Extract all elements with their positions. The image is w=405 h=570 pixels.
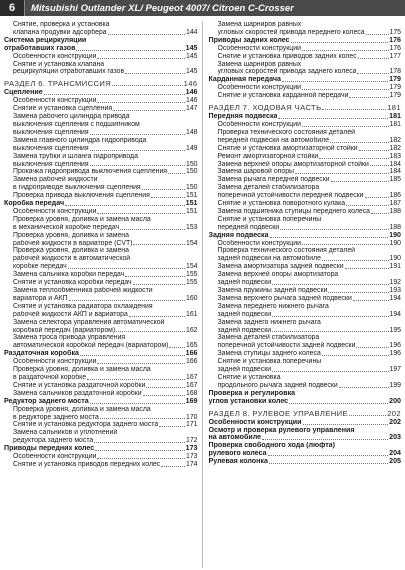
toc-entry: Снятие и установка приводов передних колес 174 [13, 460, 198, 468]
toc-entry: Замена шаровой опоры 184 [217, 168, 401, 176]
toc-line: Замена верхней опоры амортизатора [217, 271, 339, 279]
toc-entry: Снятие и установка коробки передач 155 [13, 279, 198, 287]
toc-section: Коробка передач 151 [4, 199, 198, 208]
page-header [0, 0, 405, 16]
toc-section: отработавших газов 145 [4, 43, 198, 52]
toc-entry: Снятие и установка поворотного кулака 187 [217, 200, 401, 208]
toc-entry: Замена ступицы заднего колеса 196 [217, 350, 401, 358]
toc-entry: выключения сцепления 150 [13, 160, 198, 168]
toc-line: Замена рабочей жидкости [13, 176, 98, 184]
chapter-heading: РАЗДЕЛ 8. РУЛЕВОЕ УПРАВЛЕНИЕ 202 [208, 408, 401, 418]
toc-entry: задней подвески 192 [217, 279, 401, 287]
toc-entry: Замена подшипника ступицы переднего колеса 188 [217, 207, 401, 215]
toc-line: Снятие и установка поперечины [217, 215, 322, 223]
toc-line: Замена сальников и уплотнений [13, 429, 118, 437]
toc-entry: поперечной устойчивости передней подвески 186 [217, 192, 401, 200]
chapter-heading: РАЗДЕЛ 6. ТРАНСМИССИЯ 146 [4, 79, 198, 89]
toc-entry: Замена сальников раздаточной коробки 168 [13, 389, 198, 397]
toc-line: Проверка уровня, доливка и замена масла [13, 366, 151, 374]
toc-entry: Снятие и установка раздаточной коробки 167 [13, 381, 198, 389]
toc-entry: передней подвески на автомобиле 182 [217, 136, 401, 144]
toc-entry: Снятие и установка редуктора заднего моста 171 [13, 421, 198, 429]
toc-line: Проверка технического состояния деталей [217, 247, 356, 255]
toc-line: Проверка уровня, доливка и замена масла [13, 405, 151, 413]
toc-section: Осмотр и проверка рулевого управления [208, 426, 355, 434]
toc-entry: выключения сцепления 148 [13, 128, 198, 136]
toc-section: Передняя подвеска 181 [208, 112, 401, 121]
toc-entry: Особенности конструкции 151 [13, 207, 198, 215]
toc-section: Приводы задних колес 176 [208, 35, 401, 44]
toc-line: Замена теплообменника рабочей жидкости [13, 287, 153, 294]
toc-entry: угловых скоростей привода заднего колеса 178 [217, 68, 401, 76]
toc-entry: Снятие и установка приводов задних колес 177 [217, 52, 401, 60]
toc-line: Замена заднего нижнего рычага [217, 318, 321, 326]
toc-entry: Особенности конструкции 179 [217, 84, 401, 92]
toc-entry: редуктора заднего моста 172 [13, 437, 198, 445]
toc-entry: Замена пружины задней подвески 193 [217, 287, 401, 294]
toc-section: рулевого колеса 204 [208, 449, 401, 458]
toc-entry: Особенности конструкции 166 [13, 358, 198, 366]
toc-entry: задней подвески на автомобиле 190 [217, 255, 401, 263]
toc-entry: Замена амортизатора задней подвески 191 [217, 263, 401, 271]
toc-section: углов установки колес 200 [208, 396, 401, 405]
toc-section: Редуктор заднего моста 169 [4, 396, 198, 405]
toc-line: Замена шарниров равных [217, 21, 302, 28]
toc-entry: в раздаточной коробке 167 [13, 373, 198, 381]
toc-entry: угловых скоростей привода переднего колеса 175 [217, 28, 401, 36]
toc-entry: Особенности конструкции 176 [217, 44, 401, 52]
toc-entry: Проверка привода выключения сцепления 151 [13, 192, 198, 200]
toc-section: Особенности конструкции 202 [208, 417, 401, 426]
toc-entry: Снятие и установка амортизаторной стойки 182 [217, 144, 401, 152]
toc-entry: передней подвески 188 [217, 223, 401, 231]
toc-entry: Ремонт амортизаторной стойки 183 [217, 152, 401, 160]
toc-line: Снятие и установка [217, 373, 281, 381]
toc-section: на автомобиле 203 [208, 433, 401, 442]
toc-entry: коробкой передач (вариатором) 162 [13, 326, 198, 334]
toc-line: Замена переднего нижнего рычага [217, 302, 329, 310]
chapter-heading: РАЗДЕЛ 7. ХОДОВАЯ ЧАСТЬ 181 [208, 103, 401, 113]
toc-line: Снятие и установка поперечины [217, 358, 322, 366]
toc-entry: рабочей жидкости АКП и вариатора 161 [13, 310, 198, 318]
toc-entry: Замена рычага передней подвески 185 [217, 176, 401, 184]
toc-line: Замена троса привода управления [13, 334, 126, 342]
toc-entry: Замена верхней опоры амортизаторной стойки 184 [217, 160, 401, 168]
toc-line: Замена деталей стабилизатора [217, 184, 320, 192]
toc-entry: Прокачка гидропривода выключения сцепления 150 [13, 168, 198, 176]
toc-entry: коробке передач 154 [13, 263, 198, 271]
toc-section: Сцепление 146 [4, 88, 198, 97]
toc-section: Карданная передача 179 [208, 75, 401, 84]
toc-section: Раздаточная коробка 166 [4, 349, 198, 358]
toc-section: Задняя подвеска 190 [208, 230, 401, 239]
toc-entry: рециркуляции отработавших газов 145 [13, 68, 198, 76]
toc-right-column [203, 21, 402, 568]
toc-line: Проверка технического состояния деталей [217, 128, 356, 136]
toc-entry: поперечной устойчивости задней подвески 196 [217, 342, 401, 350]
toc-section: Проверка и регулировка [208, 389, 296, 397]
running-title: Mitsubishi Outlander XL/ Peugeot 4007/ Citroen C-Crosser [31, 2, 294, 14]
toc-entry: автоматической коробкой передач (вариатором) 165 [13, 342, 198, 350]
toc-entry: рабочей жидкости в вариаторе (CVT) 154 [13, 239, 198, 247]
toc-line: Замена главного цилиндра гидропривода [13, 136, 147, 144]
toc-entry: Замена верхнего рычага задней подвески 194 [217, 294, 401, 302]
toc-entry: вариатора и АКП 160 [13, 294, 198, 302]
toc-entry: Особенности конструкции 145 [13, 52, 198, 60]
toc-line: Замена селектора управления автоматической [13, 318, 165, 326]
toc-entry: задней подвески 197 [217, 366, 401, 374]
toc-entry: задней подвески 194 [217, 310, 401, 318]
toc-line: Проверка уровня, доливка и замена [13, 247, 129, 255]
toc-entry: Особенности конструкции 146 [13, 97, 198, 105]
toc-entry: продольного рычага задней подвески 199 [217, 381, 401, 389]
toc-entry: Снятие и установка карданной передачи 179 [217, 92, 401, 100]
page-number: 6 [0, 0, 25, 16]
toc-line: Проверка уровня, доливка и замена [13, 231, 129, 239]
toc-entry: Особенности конструкции 173 [13, 453, 198, 461]
toc-left-column [4, 21, 203, 568]
toc-line: выключения сцепления с подшипником [13, 120, 140, 128]
toc-line: Снятие и установка радиатора охлаждения [13, 302, 153, 310]
toc-line: Замена рабочего цилиндра привода [13, 113, 130, 121]
toc-line: Замена шарниров равных [217, 60, 302, 68]
toc-line: Снятие, проверка и установка [13, 21, 110, 28]
toc-entry: выключения сцепления 149 [13, 144, 198, 152]
toc-section: Рулевая колонка 205 [208, 457, 401, 466]
toc-entry: Замена сальника коробки передач 155 [13, 271, 198, 279]
toc-line: Замена трубки и шланга гидропривода [13, 152, 138, 160]
toc-section: Система рециркуляции [4, 36, 87, 44]
toc-section: Проверка свободного хода (люфта) [208, 442, 335, 450]
toc-entry: в механической коробке передач 153 [13, 223, 198, 231]
toc-entry: клапана продувки адсорбера 144 [13, 28, 198, 36]
toc-line: Замена деталей стабилизатора [217, 334, 320, 342]
toc-entry: в гидроприводе выключения сцепления 150 [13, 184, 198, 192]
toc-entry: Снятие и установка сцепления 147 [13, 105, 198, 113]
toc-entry: Особенности конструкции 181 [217, 120, 401, 128]
toc-line: Проверка уровня, доливка и замена масла [13, 215, 151, 223]
toc-line: Снятие и установка клапана [13, 60, 105, 68]
toc-section: Приводы передних колес 173 [4, 444, 198, 453]
toc-entry: в редукторе заднего моста 170 [13, 413, 198, 421]
toc-line: рабочей жидкости в автоматической [13, 255, 131, 263]
toc-entry: Особенности конструкции 190 [217, 239, 401, 247]
toc-entry: задней подвески 195 [217, 326, 401, 334]
